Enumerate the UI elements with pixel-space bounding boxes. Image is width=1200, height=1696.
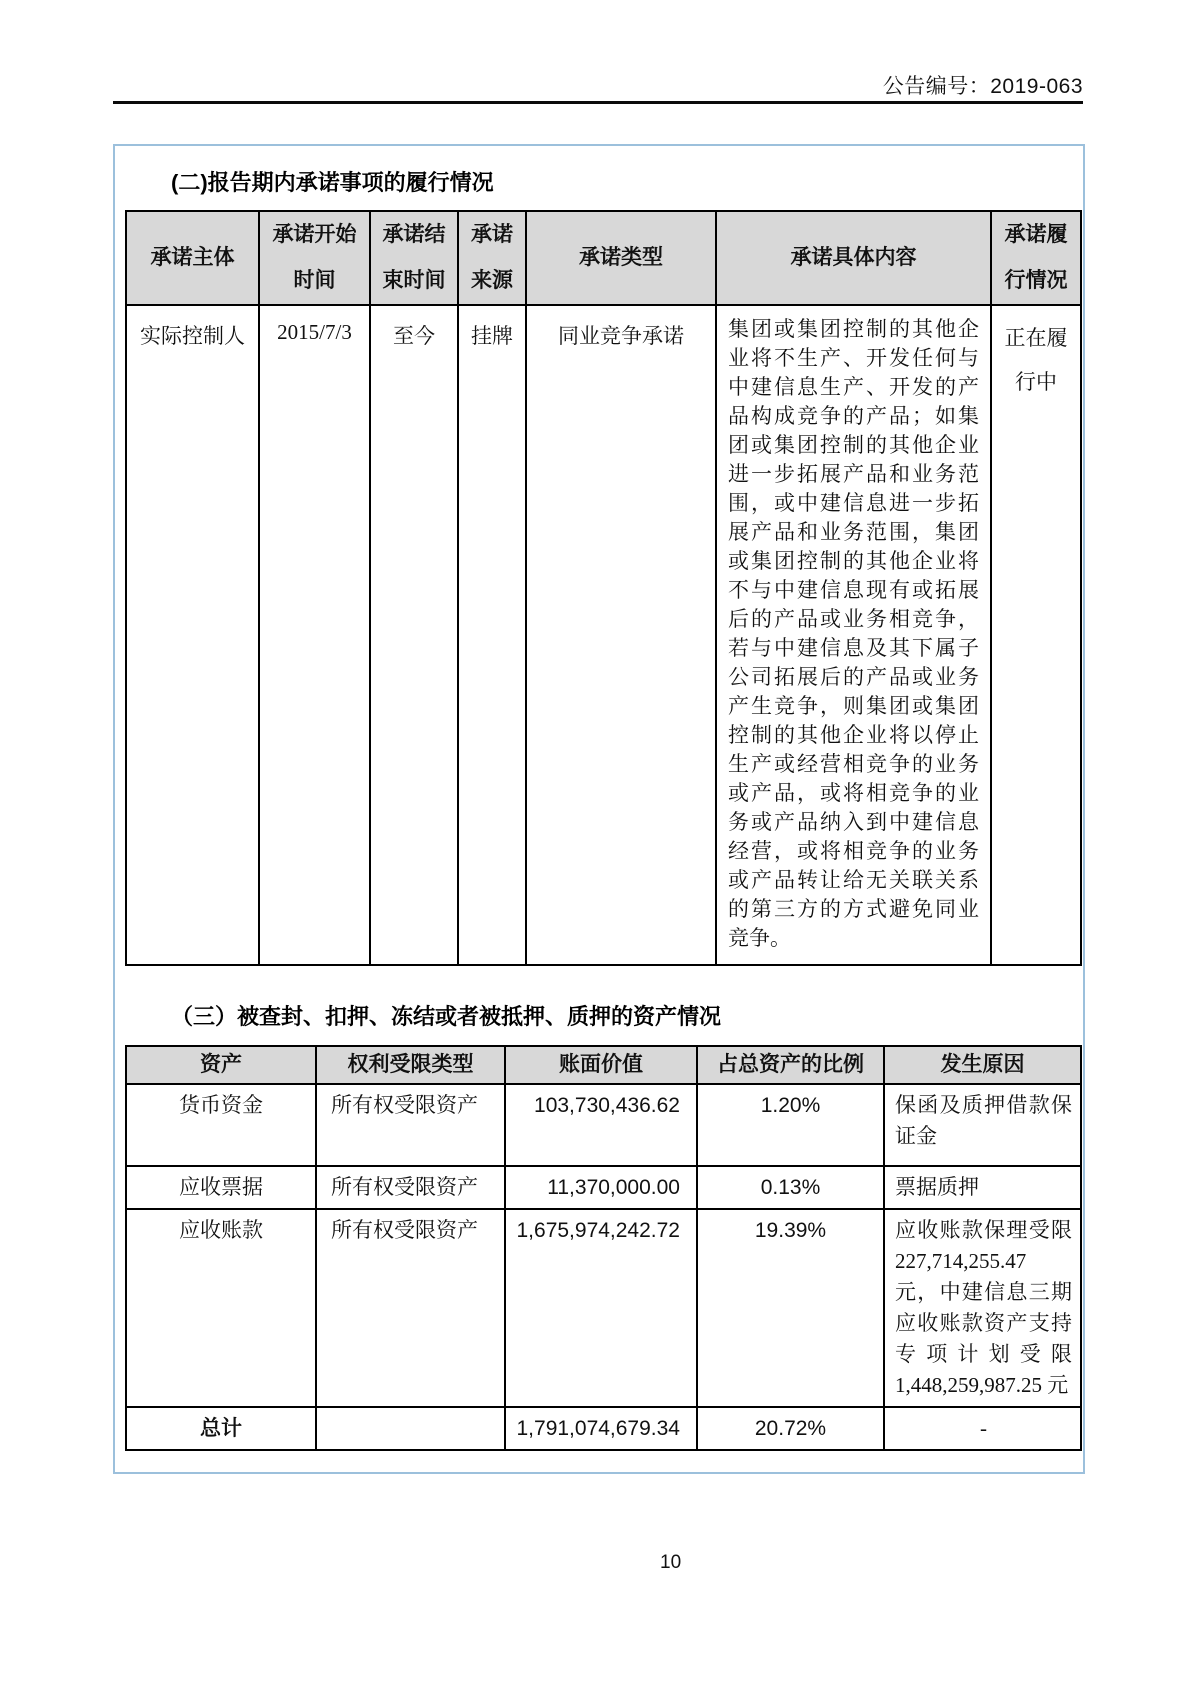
assets-total-row [126, 1407, 1081, 1450]
col-header-source: 承诺来源 [458, 211, 526, 305]
cell-restriction-type [316, 1407, 505, 1450]
col-header-content: 承诺具体内容 [716, 211, 991, 305]
page-number: 10 [660, 1552, 682, 1573]
cell-asset: 应收账款 [126, 1209, 316, 1407]
cell-commitment-type: 同业竞争承诺 [526, 305, 716, 965]
header-rule [113, 101, 1083, 104]
assets-table-row [126, 1166, 1081, 1209]
commitments-table [125, 210, 1082, 966]
cell-restriction-type: 所有权受限资产 [316, 1209, 505, 1407]
col-header-end-date: 承诺结束时间 [370, 211, 458, 305]
col-header-reason: 发生原因 [884, 1046, 1081, 1084]
cell-reason: 保函及质押借款保证金 [884, 1084, 1081, 1166]
cell-pct: 20.72% [697, 1407, 884, 1450]
restricted-assets-table [125, 1045, 1082, 1451]
assets-table-row [126, 1209, 1081, 1407]
cell-asset: 货币资金 [126, 1084, 316, 1166]
cell-pct: 0.13% [697, 1166, 884, 1209]
cell-reason: - [884, 1407, 1081, 1450]
cell-commitment-source: 挂牌 [458, 305, 526, 965]
cell-reason: 票据质押 [884, 1166, 1081, 1209]
assets-table-row [126, 1084, 1081, 1166]
col-header-type: 承诺类型 [526, 211, 716, 305]
col-header-book-value: 账面价值 [505, 1046, 697, 1084]
cell-restriction-type: 所有权受限资产 [316, 1166, 505, 1209]
cell-reason: 应收账款保理受限 227,714,255.47 元，中建信息三期应收账款资产支持专项计划受限 1,448,259,987.25 元 [884, 1209, 1081, 1407]
section-title-restricted-assets: （三）被查封、扣押、冻结或者被抵押、质押的资产情况 [171, 1004, 722, 1029]
assets-header-row [126, 1046, 1081, 1084]
commitments-header-row [126, 211, 1081, 305]
cell-commitment-end-date: 至今 [370, 305, 458, 965]
cell-commitment-content: 集团或集团控制的其他企业将不生产、开发任何与中建信息生产、开发的产品构成竞争的产品；如集团或集团控制的其他企业进一步拓展产品和业务范围，或中建信息进一步拓展产品和业务范围，集团或集团控制的其他企业将不与中建信息现有或拓展后的产品或业务相竞争，若与中建信息及其下属子公司拓展后的产品或业务产生竞争，则集团或集团控制的其他企业将以停止生产或经营相竞争的业务或产品，或将相竞争的业务或产品纳入到中建信息经营，或将相竞争的业务或产品转让给无关联关系的第三方的方式避免同业竞争。 [716, 305, 991, 965]
cell-commitment-status: 正在履行中 [991, 305, 1081, 965]
cell-restriction-type: 所有权受限资产 [316, 1084, 505, 1166]
col-header-restriction-type: 权利受限类型 [316, 1046, 505, 1084]
cell-pct: 1.20% [697, 1084, 884, 1166]
cell-book-value: 11,370,000.00 [505, 1166, 697, 1209]
col-header-start-date: 承诺开始时间 [259, 211, 370, 305]
cell-book-value: 1,675,974,242.72 [505, 1209, 697, 1407]
col-header-subject: 承诺主体 [126, 211, 259, 305]
cell-commitment-subject: 实际控制人 [126, 305, 259, 965]
content-box [113, 144, 1085, 1474]
col-header-status: 承诺履行情况 [991, 211, 1081, 305]
section-title-commitments: (二)报告期内承诺事项的履行情况 [171, 170, 494, 195]
announcement-number: 公告编号：2019-063 [882, 75, 1083, 98]
commitments-table-row [126, 305, 1081, 965]
cell-asset: 应收票据 [126, 1166, 316, 1209]
cell-book-value: 1,791,074,679.34 [505, 1407, 697, 1450]
col-header-pct: 占总资产的比例 [697, 1046, 884, 1084]
cell-total-label: 总计 [126, 1407, 316, 1450]
col-header-asset: 资产 [126, 1046, 316, 1084]
cell-pct: 19.39% [697, 1209, 884, 1407]
cell-commitment-start-date: 2015/7/3 [259, 305, 370, 965]
cell-book-value: 103,730,436.62 [505, 1084, 697, 1166]
